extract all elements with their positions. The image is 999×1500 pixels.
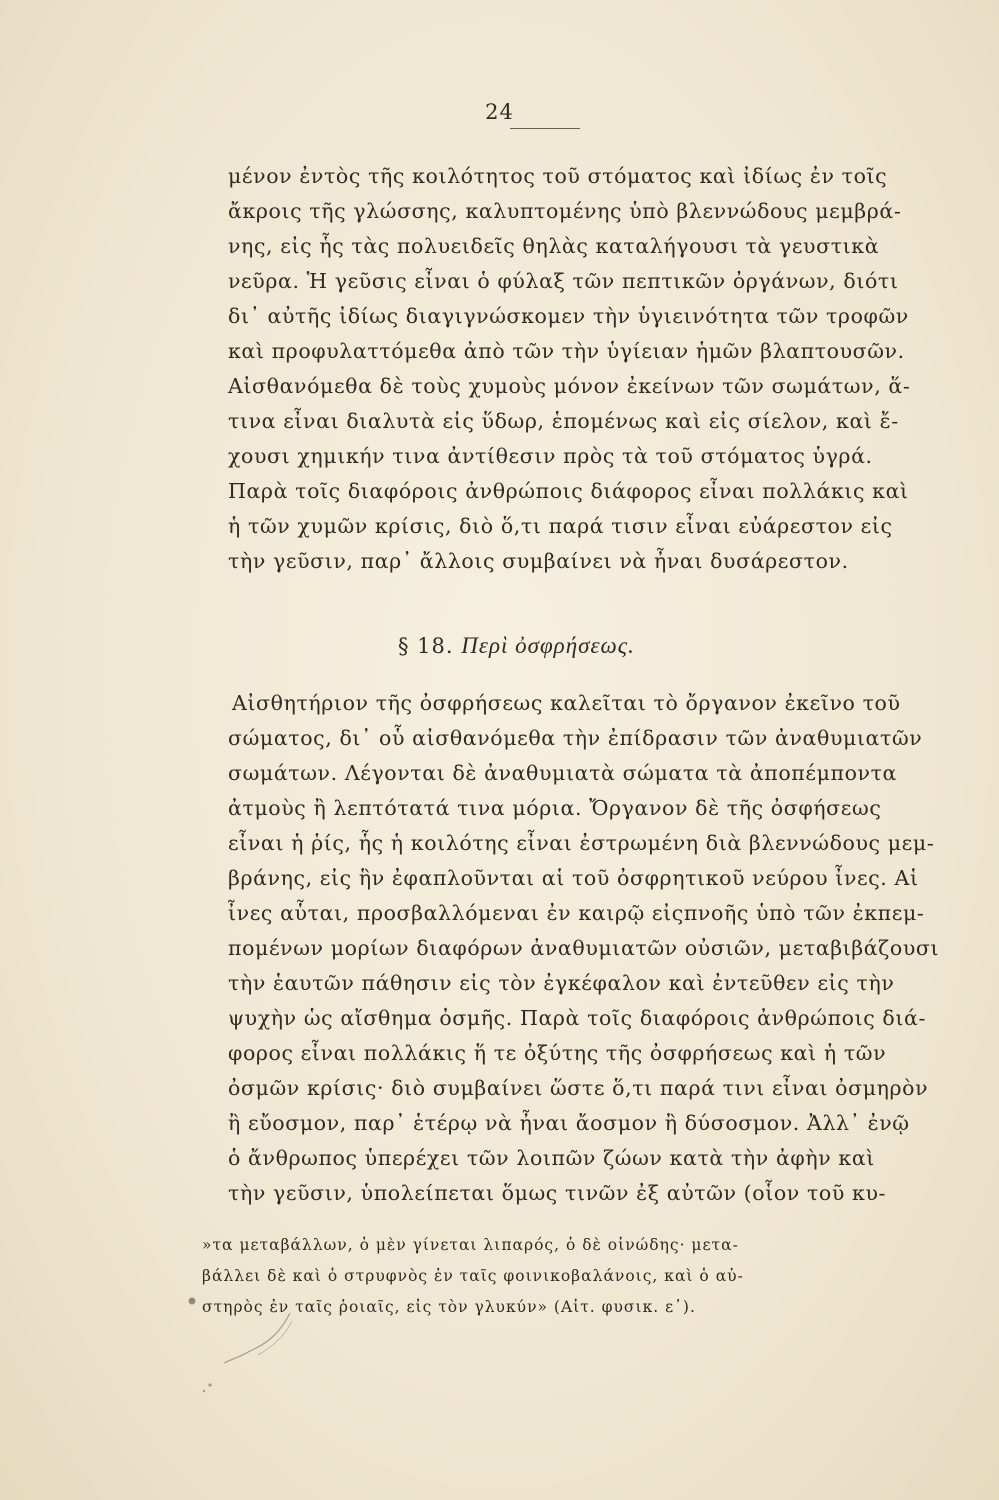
text-line: μένον ἐντὸς τῆς κοιλότητος τοῦ στόματος καὶ ἰδίως ἐν τοῖς	[228, 164, 888, 188]
ink-smudge	[180, 1285, 320, 1395]
text-line: νεῦρα. Ἡ γεῦσις εἶναι ὁ φύλαξ τῶν πεπτικῶν ὀργάνων, διότι	[228, 269, 899, 293]
text-line: ψυχὴν ὡς αἴσθημα ὀσμῆς. Παρὰ τοῖς διαφόροις ἀνθρώποις διά-	[228, 1006, 926, 1030]
text-line: Αἰσθανόμεθα δὲ τοὺς χυμοὺς μόνον ἐκείνων τῶν σωμάτων, ἅ-	[228, 374, 911, 398]
text-line: καὶ προφυλαττόμεθα ἀπὸ τῶν τὴν ὑγίειαν ἡμῶν βλαπτουσῶν.	[228, 339, 905, 363]
text-line: τὴν γεῦσιν, ὑπολείπεται ὅμως τινῶν ἐξ αὐτῶν (οἷον τοῦ κυ-	[228, 1181, 887, 1205]
text-line: βράνης, εἰς ἣν ἐφαπλοῦνται αἱ τοῦ ὀσφρητικοῦ νεύρου ἶνες. Αἱ	[228, 866, 919, 890]
footnote-line: στηρὸς ἐν ταῖς ῥοιαῖς, εἰς τὸν γλυκύν» (Αἰτ. φυσικ. ε᾽).	[202, 1298, 696, 1316]
text-line: ὁ ἄνθρωπος ὑπερέχει τῶν λοιπῶν ζώων κατὰ τὴν ἀφὴν καὶ	[228, 1146, 875, 1170]
text-line: ἄκροις τῆς γλώσσης, καλυπτομένης ὑπὸ βλεννώδους μεμβρά-	[228, 199, 902, 223]
section-number: § 18.	[398, 634, 454, 658]
text-line: Παρὰ τοῖς διαφόροις ἀνθρώποις διάφορος εἶναι πολλάκις καὶ	[228, 479, 909, 503]
text-line: νης, εἰς ἧς τὰς πολυειδεῖς θηλὰς καταλήγουσι τὰ γευστικὰ	[228, 234, 880, 258]
text-line: τινα εἶναι διαλυτὰ εἰς ὕδωρ, ἑπομένως καὶ εἰς σίελον, καὶ ἔ-	[228, 409, 899, 433]
text-line: πομένων μορίων διαφόρων ἀναθυμιατῶν οὐσιῶν, μεταβιβάζουσι	[228, 936, 940, 960]
page-number: 24	[485, 100, 514, 124]
text-line: τὴν γεῦσιν, παρ᾽ ἄλλοις συμβαίνει νὰ ἦναι δυσάρεστον.	[228, 549, 849, 573]
text-line: χουσι χημικήν τινα ἀντίθεσιν πρὸς τὰ τοῦ στόματος ὑγρά.	[228, 444, 873, 468]
page-number-rule	[510, 128, 580, 129]
text-line: φορος εἶναι πολλάκις ἥ τε ὀξύτης τῆς ὀσφρήσεως καὶ ἡ τῶν	[228, 1041, 887, 1065]
text-line: σώματος, δι᾽ οὗ αἰσθανόμεθα τὴν ἐπίδρασιν τῶν ἀναθυμιατῶν	[228, 726, 923, 750]
text-line: δι᾽ αὐτῆς ἰδίως διαγιγνώσκομεν τὴν ὑγιεινότητα τῶν τροφῶν	[228, 304, 909, 328]
footnote-line: »τα μεταβάλλων, ὁ μὲν γίνεται λιπαρός, ὁ δὲ οἰνώδης· μετα-	[202, 1236, 739, 1254]
text-line: ἶνες αὗται, προσβαλλόμεναι ἐν καιρῷ εἰςπνοῆς ὑπὸ τῶν ἐκπεμ-	[228, 901, 925, 925]
text-line: ὀσμῶν κρίσις· διὸ συμβαίνει ὥστε ὅ,τι παρά τινι εἶναι ὀσμηρὸν	[228, 1076, 929, 1100]
text-line: Αἰσθητήριον τῆς ὀσφρήσεως καλεῖται τὸ ὄργανον ἐκεῖνο τοῦ	[232, 691, 901, 715]
text-line: σωμάτων. Λέγονται δὲ ἀναθυμιατὰ σώματα τὰ ἀποπέμποντα	[228, 761, 897, 785]
section-heading	[398, 633, 635, 659]
text-line: ἢ εὔοσμον, παρ᾽ ἑτέρῳ νὰ ἦναι ἄοσμον ἢ δύσοσμον. Ἀλλ᾽ ἐνῷ	[228, 1111, 910, 1135]
text-line: ἀτμοὺς ἢ λεπτότατά τινα μόρια. Ὄργανον δὲ τῆς ὀσφήσεως	[228, 796, 882, 820]
section-title: Περὶ ὀσφρήσεως.	[461, 633, 635, 658]
text-line: ἡ τῶν χυμῶν κρίσις, διὸ ὅ,τι παρά τισιν εἶναι εὐάρεστον εἰς	[228, 514, 893, 538]
footnote-line: βάλλει δὲ καὶ ὁ στρυφνὸς ἐν ταῖς φοινικοβαλάνοις, καὶ ὁ αὐ-	[202, 1267, 744, 1285]
text-line: εἶναι ἡ ῥίς, ἧς ἡ κοιλότης εἶναι ἐστρωμένη διὰ βλεννώδους μεμ-	[228, 831, 935, 855]
text-line: τὴν ἑαυτῶν πάθησιν εἰς τὸν ἐγκέφαλον καὶ ἐντεῦθεν εἰς τὴν	[228, 971, 895, 995]
